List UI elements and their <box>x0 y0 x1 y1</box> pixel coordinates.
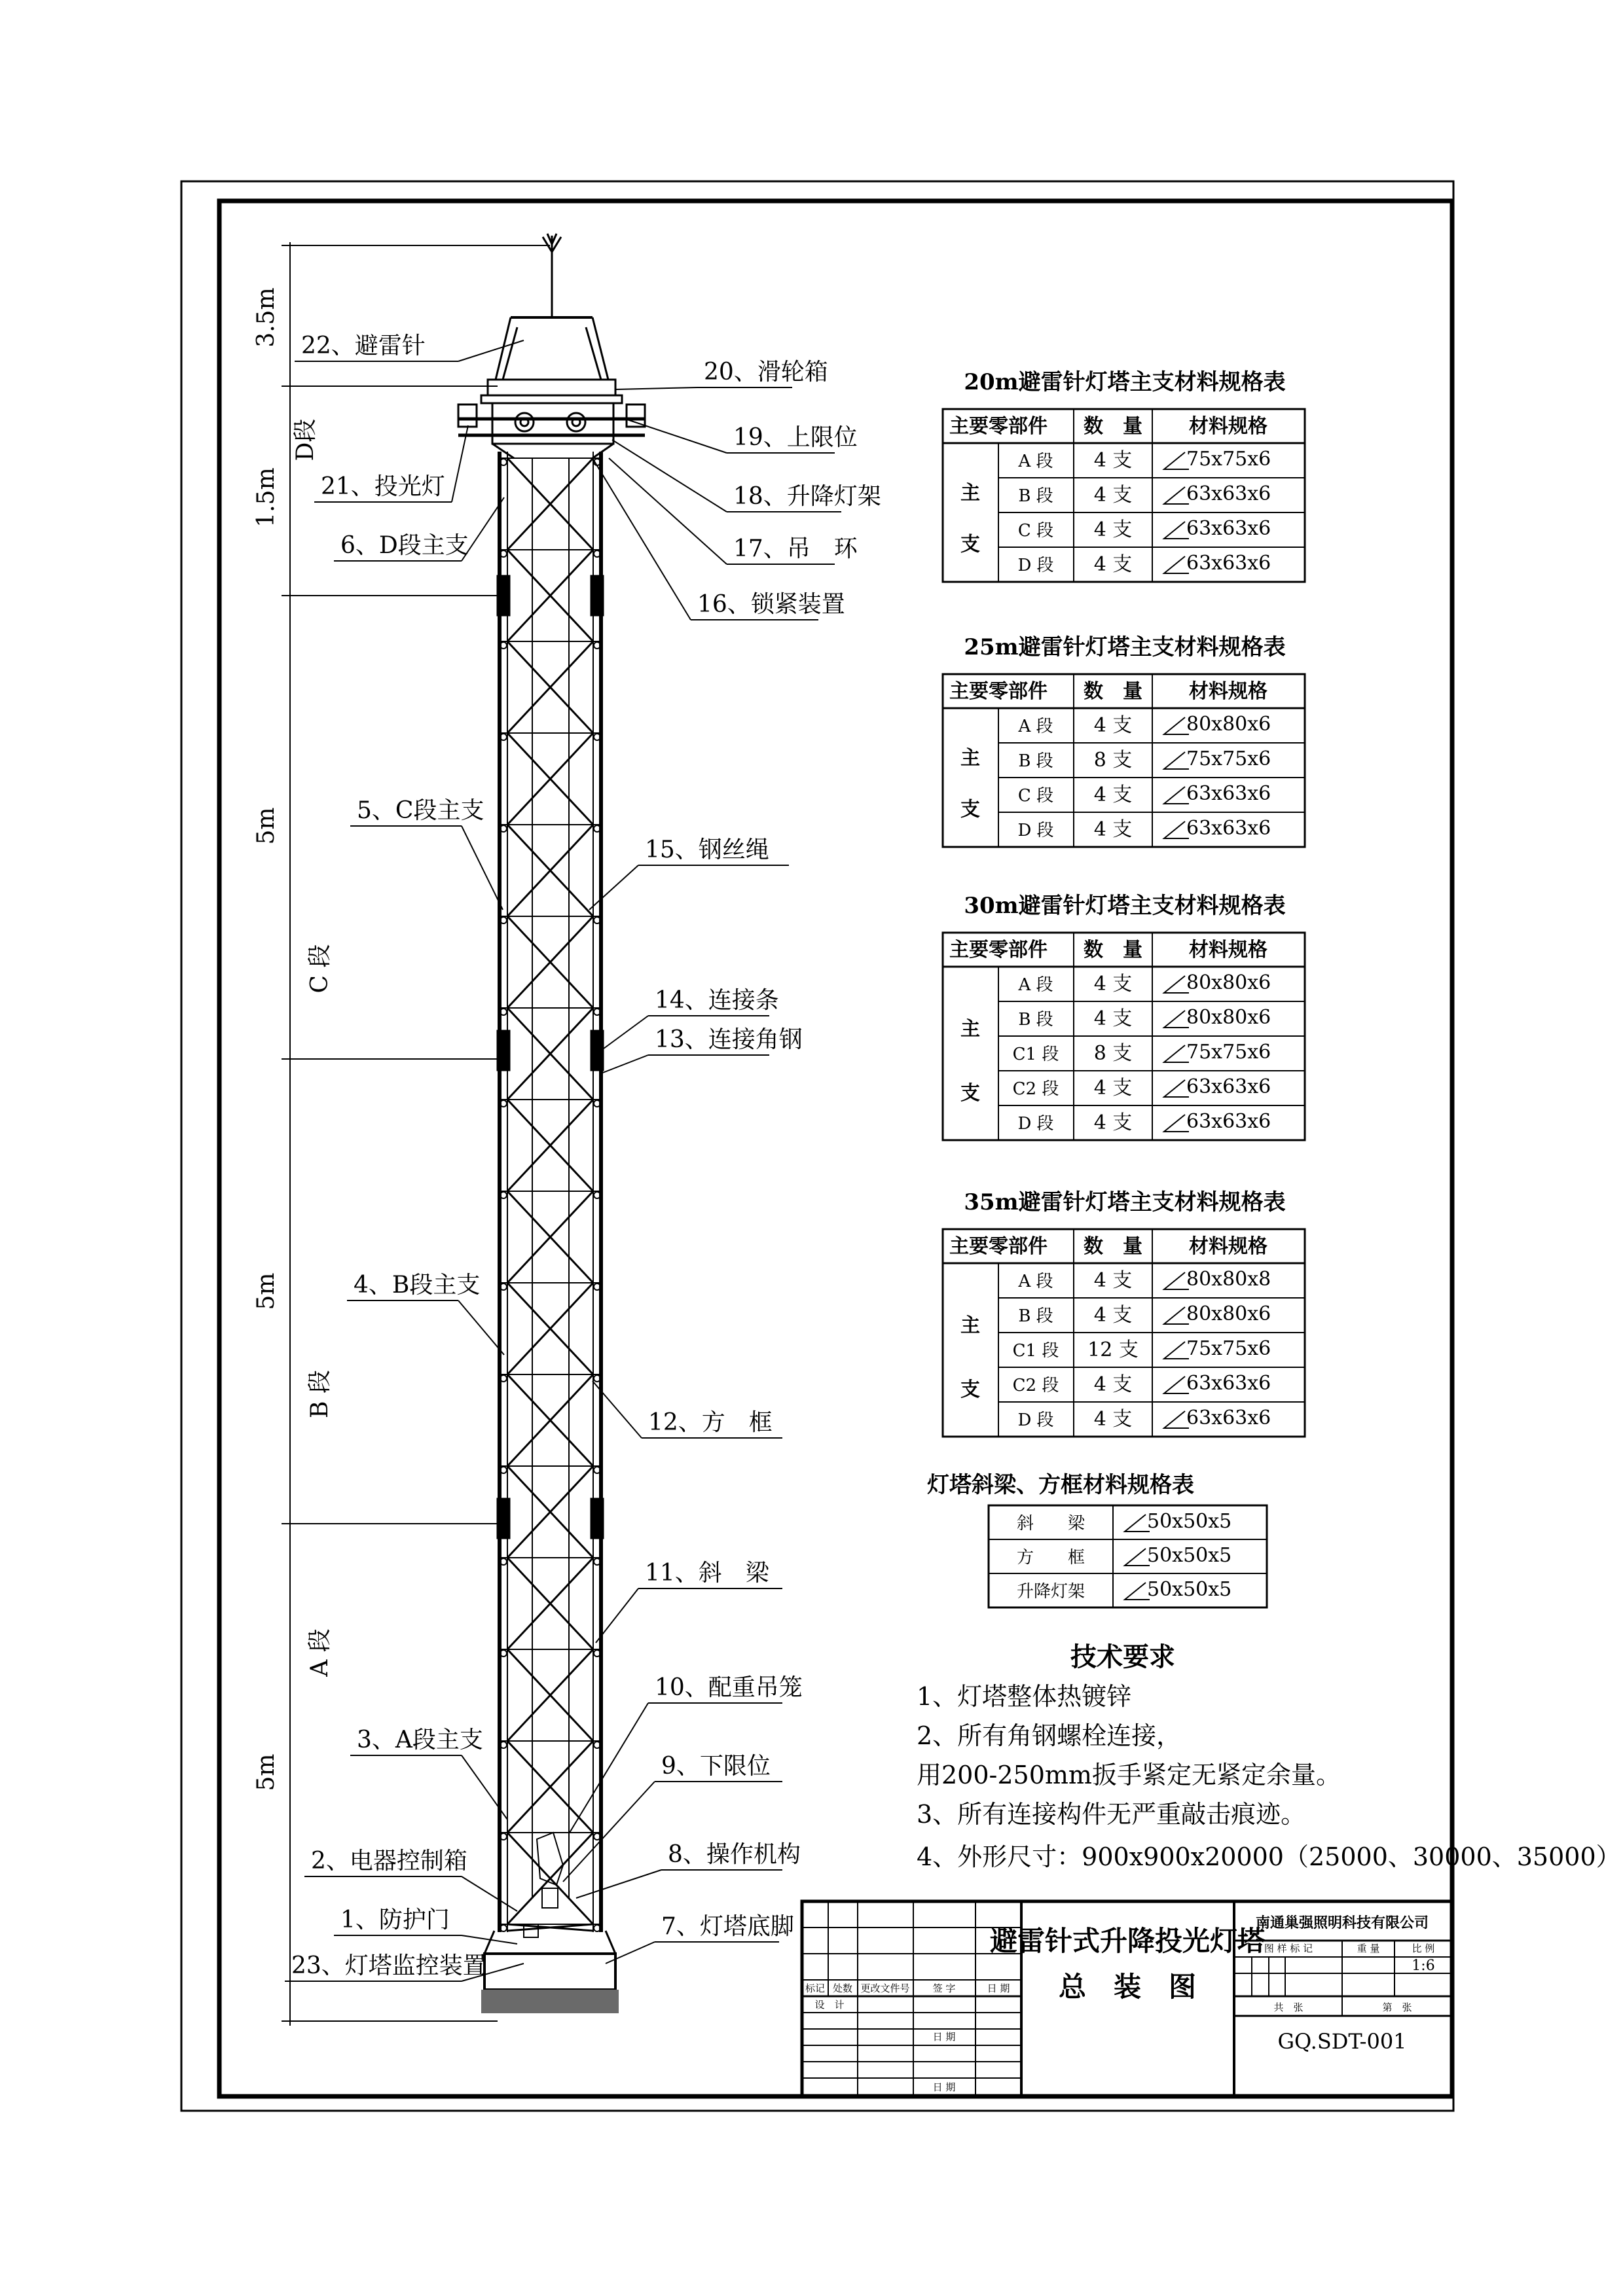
callout-23: 23、灯塔监控装置 <box>291 1952 486 1979</box>
quantity-cell: 4 支 <box>1093 449 1133 472</box>
callout-9: 9、下限位 <box>661 1753 771 1780</box>
part-cell: B 段 <box>1018 486 1053 506</box>
leader-line <box>570 1703 648 1833</box>
table-title: 20m避雷针灯塔主支材料规格表 <box>964 369 1286 395</box>
segment-b: B 段 <box>306 1370 333 1418</box>
company-name: 南通巢强照明科技有限公司 <box>1255 1914 1429 1931</box>
quantity-cell: 4 支 <box>1093 1007 1133 1030</box>
design-label: 设 计 <box>814 1999 845 2011</box>
part-cell: A 段 <box>1018 452 1053 471</box>
connecting-plate <box>498 576 509 615</box>
table-header: 数 量 <box>1084 415 1142 438</box>
quantity-cell: 4 支 <box>1093 1304 1133 1327</box>
col-weight: 重 量 <box>1357 1943 1380 1954</box>
quantity-cell: 12 支 <box>1087 1338 1139 1361</box>
leader-line <box>593 458 691 620</box>
beam-spec-table <box>926 1472 1267 1607</box>
requirement-4: 4、外形尺寸：900x900x20000（25000、30000、35000） <box>917 1842 1621 1871</box>
connecting-plate <box>591 1499 603 1538</box>
beam-spec-cell: 50x50x5 <box>1147 1578 1232 1601</box>
angle-steel-icon <box>1164 1045 1189 1062</box>
angle-steel-icon <box>1164 976 1189 993</box>
date-label-2: 日 期 <box>932 2031 956 2043</box>
spec-cell: 63x63x6 <box>1186 782 1271 805</box>
drawing-subtitle: 总 装 图 <box>1058 1971 1197 2003</box>
spec-cell: 80x80x6 <box>1186 1006 1271 1029</box>
callout-12: 12、方 框 <box>648 1409 773 1436</box>
technical-requirements <box>917 1641 1621 1871</box>
quantity-cell: 4 支 <box>1093 1373 1133 1396</box>
spec-cell: 75x75x6 <box>1186 1041 1271 1064</box>
requirement-3: 3、所有连接构件无严重敲击痕迹。 <box>917 1800 1306 1829</box>
beam-spec-cell: 50x50x5 <box>1147 1510 1232 1533</box>
angle-steel-icon <box>1164 1411 1189 1428</box>
connecting-plate <box>498 1499 509 1538</box>
angle-steel-icon <box>1164 1307 1189 1324</box>
dim-a: 5m <box>253 1753 280 1791</box>
col-mark: 图 样 标 记 <box>1264 1943 1313 1954</box>
col-scale: 比 例 <box>1412 1943 1435 1954</box>
base-assembly <box>481 1833 619 2013</box>
spec-cell: 80x80x6 <box>1186 971 1271 994</box>
callout-7: 7、灯塔底脚 <box>661 1913 794 1940</box>
leader-line <box>576 1870 661 1898</box>
spec-cell: 63x63x6 <box>1186 1075 1271 1098</box>
segment-d: D段 <box>292 418 319 461</box>
part-cell: B 段 <box>1018 751 1053 771</box>
spec-cell: 80x80x6 <box>1186 1302 1271 1325</box>
quantity-cell: 8 支 <box>1093 749 1133 772</box>
segment-a: A 段 <box>306 1628 333 1677</box>
table-header: 数 量 <box>1084 1235 1142 1258</box>
requirement-1: 1、灯塔整体热镀锌 <box>917 1682 1132 1711</box>
angle-steel-icon <box>1125 1515 1150 1532</box>
lightning-rod <box>543 234 561 317</box>
part-cell: D 段 <box>1017 821 1054 840</box>
quantity-cell: 4 支 <box>1093 553 1133 576</box>
callout-16: 16、锁紧装置 <box>697 591 845 618</box>
angle-steel-icon <box>1164 1272 1189 1289</box>
angle-steel-icon <box>1164 1115 1189 1132</box>
spec-cell: 63x63x6 <box>1186 517 1271 540</box>
group-label: 支 <box>960 1081 980 1105</box>
part-cell: C 段 <box>1017 786 1054 806</box>
foundation <box>481 1990 619 2013</box>
quantity-cell: 4 支 <box>1093 818 1133 841</box>
callout-15: 15、钢丝绳 <box>645 836 769 863</box>
callout-10: 10、配重吊笼 <box>655 1674 803 1701</box>
dimension-texts <box>253 287 333 1791</box>
pulley-box <box>481 317 622 403</box>
angle-steel-icon <box>1125 1583 1150 1600</box>
beam-spec-cell: 50x50x5 <box>1147 1544 1232 1567</box>
angle-steel-icon <box>1164 717 1189 734</box>
quantity-cell: 4 支 <box>1093 484 1133 507</box>
part-cell: B 段 <box>1018 1306 1053 1326</box>
leader-line <box>452 425 468 502</box>
angle-steel-icon <box>1164 752 1189 769</box>
table-header: 数 量 <box>1084 680 1142 703</box>
scale-value: 1:6 <box>1412 1958 1435 1974</box>
table-title: 25m避雷针灯塔主支材料规格表 <box>964 634 1286 660</box>
leader-line <box>458 340 524 361</box>
spec-cell: 63x63x6 <box>1186 1372 1271 1395</box>
quantity-cell: 4 支 <box>1093 783 1133 806</box>
table-header: 主要零部件 <box>949 1235 1048 1258</box>
quantity-cell: 4 支 <box>1093 1269 1133 1292</box>
quantity-cell: 4 支 <box>1093 1077 1133 1100</box>
callout-22: 22、避雷针 <box>301 332 426 359</box>
callout-4: 4、B段主支 <box>354 1272 481 1299</box>
part-cell: A 段 <box>1018 1272 1053 1291</box>
requirement-2: 2、所有角钢螺栓连接， <box>917 1721 1182 1750</box>
requirement-2b: 用200-250mm扳手紧定无紧定余量。 <box>917 1761 1341 1789</box>
angle-steel-icon <box>1164 1080 1189 1097</box>
part-cell: A 段 <box>1018 717 1053 736</box>
dim-b: 5m <box>253 1272 280 1310</box>
part-cell: D 段 <box>1017 556 1054 575</box>
callout-20: 20、滑轮箱 <box>704 359 828 386</box>
part-cell: B 段 <box>1018 1010 1053 1030</box>
leader-line <box>462 826 503 910</box>
quantity-cell: 4 支 <box>1093 714 1133 737</box>
date-label: 日 期 <box>932 2081 956 2093</box>
quantity-cell: 4 支 <box>1093 518 1133 541</box>
callout-13: 13、连接角钢 <box>655 1026 803 1053</box>
leader-line <box>601 1016 648 1050</box>
spec-cell: 80x80x8 <box>1186 1268 1271 1291</box>
table-header: 主要零部件 <box>949 939 1048 961</box>
leader-line <box>563 1782 655 1882</box>
total-sheets: 共 张 <box>1273 2001 1304 2013</box>
callout-11: 11、斜 梁 <box>645 1560 769 1587</box>
group-label: 支 <box>960 798 980 821</box>
quantity-cell: 4 支 <box>1093 973 1133 996</box>
angle-steel-icon <box>1164 1342 1189 1359</box>
callout-1: 1、防护门 <box>340 1907 450 1933</box>
part-cell: C2 段 <box>1012 1079 1059 1099</box>
beam-part-cell: 升降灯架 <box>1016 1582 1085 1602</box>
spec-cell: 75x75x6 <box>1186 1337 1271 1360</box>
quantity-cell: 4 支 <box>1093 1408 1133 1431</box>
spec-cell: 63x63x6 <box>1186 1407 1271 1429</box>
leader-line <box>462 1876 517 1911</box>
angle-steel-icon <box>1164 787 1189 804</box>
requirements-title: 技术要求 <box>1070 1641 1175 1672</box>
quantity-cell: 8 支 <box>1093 1042 1133 1065</box>
group-label: 主 <box>960 1017 980 1041</box>
group-label: 支 <box>960 533 980 556</box>
part-cell: D 段 <box>1017 1114 1054 1134</box>
spec-cell: 80x80x6 <box>1186 713 1271 736</box>
lattice-bracing <box>498 458 603 1931</box>
angle-steel-icon <box>1164 452 1189 469</box>
table-header: 数 量 <box>1084 939 1142 961</box>
leader-line <box>589 865 638 910</box>
spec-cell: 63x63x6 <box>1186 482 1271 505</box>
dim-d: 1.5m <box>253 467 280 528</box>
rev-sign: 签 字 <box>932 1982 956 1994</box>
callout-2: 2、电器控制箱 <box>311 1848 467 1874</box>
callout-labels <box>285 332 881 1981</box>
leader-line <box>458 1300 504 1355</box>
sheet-number: 第 张 <box>1382 2001 1412 2013</box>
angle-steel-icon <box>1164 487 1189 504</box>
callout-3: 3、A段主支 <box>357 1727 483 1753</box>
angle-steel-icon <box>1164 556 1189 573</box>
group-label: 支 <box>960 1378 980 1401</box>
callout-18: 18、升降灯架 <box>733 483 881 510</box>
callout-5: 5、C段主支 <box>357 797 484 824</box>
spec-cell: 63x63x6 <box>1186 817 1271 840</box>
group-label: 主 <box>960 482 980 505</box>
table-header: 主要零部件 <box>949 680 1048 703</box>
callout-14: 14、连接条 <box>655 987 779 1014</box>
rev-date: 日 期 <box>987 1982 1010 1994</box>
rev-file: 更改文件号 <box>860 1982 910 1994</box>
drawing-name: 避雷针式升降投光灯塔 <box>989 1925 1266 1957</box>
spec-cell: 63x63x6 <box>1186 1110 1271 1133</box>
part-cell: C2 段 <box>1012 1376 1059 1395</box>
group-label: 主 <box>960 747 980 770</box>
callout-19: 19、上限位 <box>733 424 858 451</box>
part-cell: A 段 <box>1018 975 1053 995</box>
table-header: 材料规格 <box>1189 680 1267 703</box>
leader-line <box>615 387 697 389</box>
table-header: 材料规格 <box>1189 1235 1267 1258</box>
quantity-cell: 4 支 <box>1093 1111 1133 1134</box>
table-header: 材料规格 <box>1189 939 1267 961</box>
table-title: 35m避雷针灯塔主支材料规格表 <box>964 1189 1286 1215</box>
beam-part-cell: 方 框 <box>1016 1548 1085 1568</box>
lamp-frame <box>458 403 645 458</box>
dim-d-top: 3.5m <box>253 287 280 348</box>
beam-part-cell: 斜 梁 <box>1016 1514 1085 1534</box>
drawing-code: GQ.SDT-001 <box>1277 2029 1407 2054</box>
callout-8: 8、操作机构 <box>668 1841 801 1868</box>
connecting-plate <box>498 1031 509 1070</box>
spec-cell: 75x75x6 <box>1186 448 1271 471</box>
part-cell: D 段 <box>1017 1410 1054 1430</box>
angle-steel-icon <box>1164 1376 1189 1393</box>
callout-17: 17、吊 环 <box>733 535 858 562</box>
spec-cell: 63x63x6 <box>1186 552 1271 575</box>
spec-cell: 75x75x6 <box>1186 747 1271 770</box>
part-cell: C 段 <box>1017 521 1054 541</box>
table-title: 30m避雷针灯塔主支材料规格表 <box>964 893 1286 919</box>
rev-mark: 标记 <box>805 1982 826 1994</box>
angle-steel-icon <box>1164 522 1189 539</box>
spec-tables <box>943 369 1305 1437</box>
callout-21: 21、投光灯 <box>321 473 445 500</box>
part-cell: C1 段 <box>1012 1045 1059 1064</box>
connecting-plate <box>591 576 603 615</box>
table-header: 主要零部件 <box>949 415 1048 438</box>
leader-line <box>601 1055 648 1073</box>
angle-steel-icon <box>1164 821 1189 838</box>
group-label: 主 <box>960 1314 980 1337</box>
rev-count: 处数 <box>832 1982 853 1994</box>
table-header: 材料规格 <box>1189 415 1267 438</box>
part-cell: C1 段 <box>1012 1341 1059 1361</box>
dimension-lines <box>282 242 550 2026</box>
tower-elevation <box>458 234 645 2013</box>
angle-steel-icon <box>1164 1011 1189 1028</box>
beam-table-title: 灯塔斜梁、方框材料规格表 <box>927 1472 1194 1498</box>
callout-6: 6、D段主支 <box>340 532 469 559</box>
angle-steel-icon <box>1125 1549 1150 1566</box>
dim-c: 5m <box>253 807 280 845</box>
segment-c: C 段 <box>306 944 333 994</box>
